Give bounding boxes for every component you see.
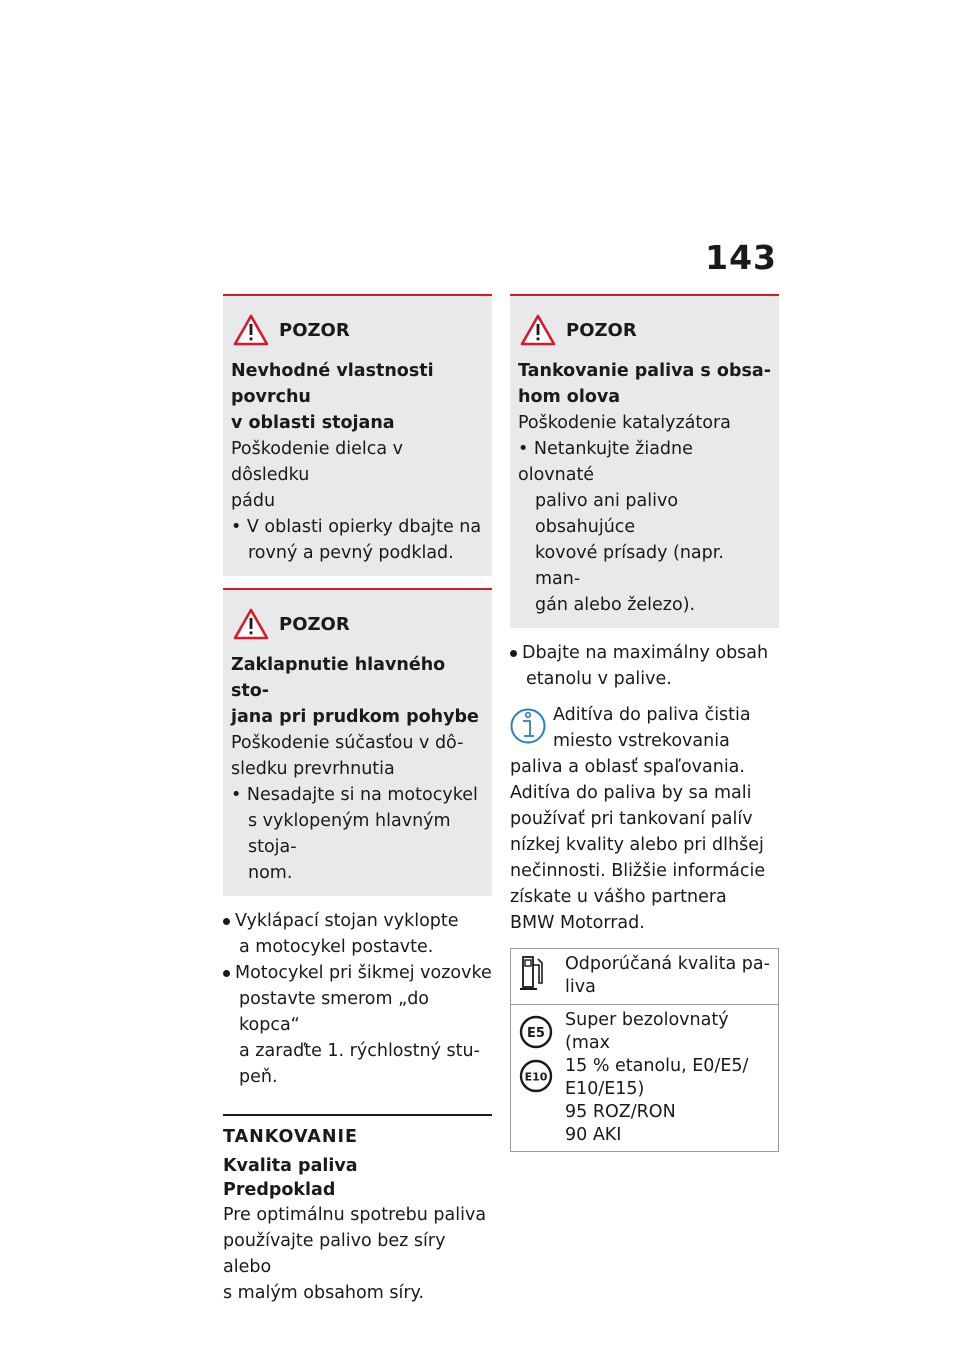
- table-value-text: 90 AKI: [565, 1125, 622, 1145]
- table-cell: [511, 949, 562, 1005]
- right-column: [510, 294, 779, 1152]
- warning-title: POZOR: [279, 613, 350, 635]
- warning-measure: palivo ani palivo obsahujúce: [535, 491, 679, 537]
- step-text: Motocykel pri šikmej vozovke: [235, 963, 492, 983]
- warning-measure: • Nesadajte si na motocykel: [231, 785, 478, 805]
- step-text: peň.: [239, 1067, 278, 1087]
- info-icon: [510, 706, 546, 746]
- page-number: 143: [705, 238, 777, 277]
- warning-subtitle: jana pri prudkom pohybe: [231, 707, 479, 727]
- info-text: nízkej kvality alebo pri dlhšej: [510, 835, 764, 855]
- warning-subtitle: v oblasti stojana: [231, 413, 395, 433]
- warning-title: POZOR: [279, 319, 350, 341]
- step-list: [223, 908, 492, 1090]
- step-text: a motocykel postavte.: [239, 937, 434, 957]
- table-row: [511, 949, 779, 1005]
- info-text: miesto vstrekovania: [553, 731, 730, 751]
- warning-subtitle: hom olova: [518, 387, 621, 407]
- warning-consequence: Poškodenie katalyzátora: [518, 413, 731, 433]
- table-header-text: liva: [565, 977, 596, 997]
- table-cell: [561, 949, 779, 1005]
- warning-header: [231, 608, 484, 640]
- warning-measure: • V oblasti opierky dbajte na: [231, 517, 482, 537]
- step-text: a zaraďte 1. rýchlostný stu-: [239, 1041, 480, 1061]
- warning-triangle-icon: [233, 608, 269, 640]
- body-text: s malým obsahom síry.: [223, 1283, 424, 1303]
- warning-consequence: pádu: [231, 491, 276, 511]
- step-list: [510, 640, 779, 692]
- info-text: nečinnosti. Bližšie informácie: [510, 861, 766, 881]
- warning-measure: s vyklopeným hlavným stoja-: [248, 811, 451, 857]
- warning-measure: rovný a pevný podklad.: [248, 543, 454, 563]
- warning-header: [231, 314, 484, 346]
- e10-label: E10: [524, 1070, 548, 1084]
- warning-triangle-icon: [520, 314, 556, 346]
- step-text: Dbajte na maximálny obsah: [522, 643, 769, 663]
- body-text: Pre optimálnu spotrebu paliva: [223, 1205, 487, 1225]
- info-text: Aditíva do paliva čistia: [553, 705, 751, 725]
- fuel-pump-icon: [519, 953, 547, 993]
- info-text: paliva a oblasť spaľovania.: [510, 757, 745, 777]
- warning-box-stand-surface: [223, 294, 492, 576]
- fuel-quality-table: [510, 948, 779, 1152]
- info-text: BMW Motorrad.: [510, 913, 645, 933]
- warning-consequence: Poškodenie súčasťou v dô-: [231, 733, 464, 753]
- step-text: etanolu v palive.: [526, 669, 672, 689]
- warning-consequence: sledku prevrhnutia: [231, 759, 395, 779]
- list-item: [223, 908, 492, 960]
- table-value-text: E10/E15): [565, 1079, 645, 1099]
- warning-title: POZOR: [566, 319, 637, 341]
- warning-triangle-icon: [233, 314, 269, 346]
- e5-fuel-badge-icon: [519, 1015, 553, 1049]
- warning-box-stand-fold: [223, 588, 492, 896]
- info-text: Aditíva do paliva by sa mali: [510, 783, 752, 803]
- warning-subtitle: Nevhodné vlastnosti povrchu: [231, 361, 434, 407]
- warning-measure: gán alebo železo).: [535, 595, 696, 615]
- warning-box-leaded-fuel: [510, 294, 779, 628]
- list-item: [510, 640, 779, 692]
- table-value-text: 15 % etanolu, E0/E5/: [565, 1056, 749, 1076]
- info-text: používať pri tankovaní palív: [510, 809, 753, 829]
- info-note: [510, 702, 779, 936]
- warning-measure: • Netankujte žiadne olovnaté: [518, 439, 693, 485]
- warning-measure: nom.: [248, 863, 293, 883]
- info-text: získate u vášho partnera: [510, 887, 727, 907]
- warning-consequence: Poškodenie dielca v dôsledku: [231, 439, 403, 485]
- left-column: [223, 294, 492, 1306]
- table-value-text: Super bezolovnatý (max: [565, 1010, 729, 1053]
- warning-subtitle: Zaklapnutie hlavného sto-: [231, 655, 446, 701]
- table-row: [511, 1005, 779, 1152]
- body-text: používajte palivo bez síry alebo: [223, 1231, 446, 1277]
- section-refueling: [223, 1114, 492, 1306]
- e10-fuel-badge-icon: [519, 1059, 553, 1093]
- table-cell: [561, 1005, 779, 1152]
- list-item: [223, 960, 492, 1090]
- warning-subtitle: Tankovanie paliva s obsa-: [518, 361, 771, 381]
- table-cell: [511, 1005, 562, 1152]
- subsection-title: Kvalita paliva: [223, 1156, 358, 1176]
- e5-label: E5: [527, 1026, 545, 1041]
- step-text: Vyklápací stojan vyklopte: [235, 911, 459, 931]
- table-header-text: Odporúčaná kvalita pa-: [565, 954, 770, 974]
- warning-header: [518, 314, 771, 346]
- subsection-title: Predpoklad: [223, 1180, 336, 1200]
- table-value-text: 95 ROZ/RON: [565, 1102, 676, 1122]
- section-title: TANKOVANIE: [223, 1127, 358, 1147]
- warning-measure: kovové prísady (napr. man-: [535, 543, 724, 589]
- step-text: postavte smerom „do kopca“: [239, 989, 430, 1035]
